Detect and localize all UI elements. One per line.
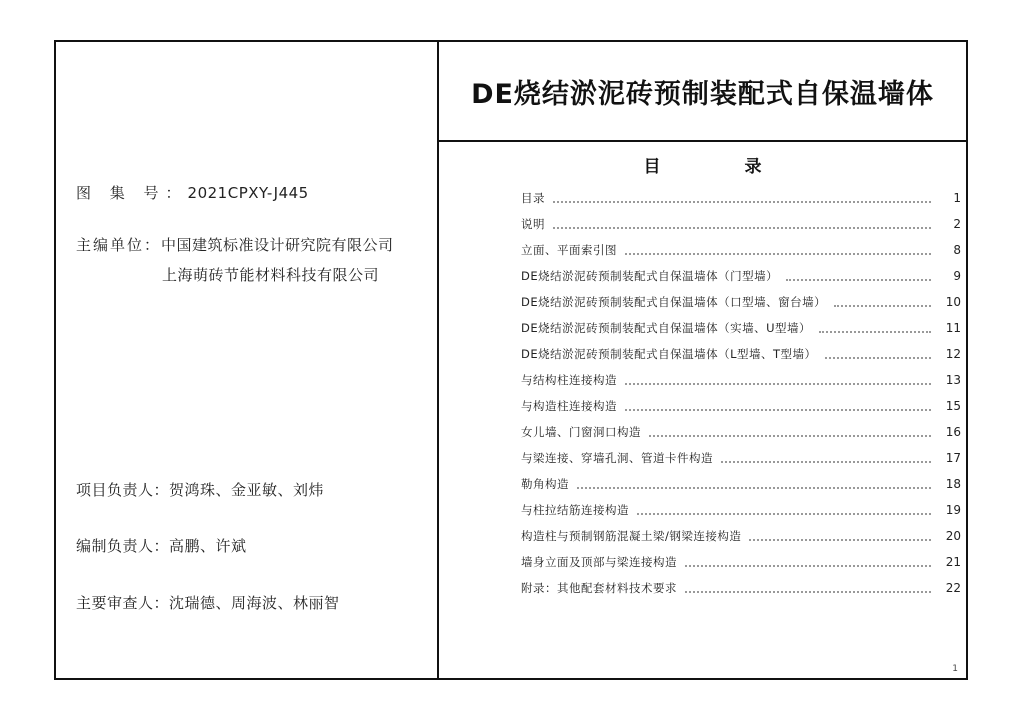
toc-dot-leader [685, 563, 931, 567]
toc-entry-page: 8 [953, 243, 961, 257]
toc-entry[interactable] [521, 445, 961, 471]
chief-editor-line [76, 234, 394, 255]
toc-dot-leader [577, 485, 931, 489]
toc-entry-title: 女儿墙、门窗洞口构造 [521, 425, 641, 439]
toc-entry-title: 附录：其他配套材料技术要求 [521, 581, 677, 595]
compile-lead-value: 高鹏、许斌 [169, 537, 247, 555]
toc-heading: 目录 [643, 157, 846, 177]
project-lead-line [76, 479, 324, 500]
chief-editor-org2: 上海萌砖节能材料科技有限公司 [162, 266, 380, 284]
toc-dot-leader [819, 329, 931, 333]
project-lead-value: 贺鸿珠、金亚敏、刘炜 [169, 481, 325, 499]
toc-entry-page: 9 [953, 269, 961, 283]
toc-entry[interactable] [521, 185, 961, 211]
toc-entry[interactable] [521, 549, 961, 575]
toc-dot-leader [553, 225, 931, 229]
toc-entry-page: 22 [945, 581, 961, 595]
chief-editor-org1: 中国建筑标准设计研究院有限公司 [161, 236, 394, 254]
toc-entry-title: 目录 [521, 191, 545, 205]
toc-entry-title: DE烧结淤泥砖预制装配式自保温墙体（门型墙） [521, 269, 779, 283]
toc-entry[interactable] [521, 471, 961, 497]
chief-reviewer-value: 沈瑞德、周海波、林丽智 [169, 594, 340, 612]
chief-reviewer-label: 主要审查人： [76, 594, 170, 612]
toc-entry[interactable] [521, 315, 961, 341]
chief-editor-org2-line [162, 264, 379, 285]
toc-dot-leader [637, 511, 931, 515]
chief-editor-label: 主编单位： [76, 236, 162, 254]
toc-entry-title: 立面、平面索引图 [521, 243, 617, 257]
toc-entry-page: 10 [945, 295, 961, 309]
toc-entry-title: 墙身立面及顶部与梁连接构造 [521, 555, 677, 569]
toc-entry-page: 2 [953, 217, 961, 231]
atlas-number-label: 图 集 号： [76, 184, 188, 202]
toc-entry-title: 与柱拉结筋连接构造 [521, 503, 629, 517]
toc-entry-page: 1 [953, 191, 961, 205]
toc-dot-leader [625, 251, 931, 255]
toc-dot-leader [834, 303, 931, 307]
toc-list [521, 185, 961, 601]
toc-entry-page: 20 [945, 529, 961, 543]
toc-entry-page: 18 [945, 477, 961, 491]
toc-entry-page: 16 [945, 425, 961, 439]
toc-entry[interactable] [521, 419, 961, 445]
toc-entry[interactable] [521, 263, 961, 289]
toc-dot-leader [625, 407, 931, 411]
project-lead-label: 项目负责人： [76, 481, 170, 499]
atlas-number-line [76, 182, 309, 203]
chief-reviewer-line [76, 592, 340, 613]
toc-dot-leader [649, 433, 931, 437]
toc-entry-page: 12 [945, 347, 961, 361]
toc-entry[interactable] [521, 341, 961, 367]
toc-entry-title: 与构造柱连接构造 [521, 399, 617, 413]
compile-lead-line [76, 535, 247, 556]
toc-entry-title: 与梁连接、穿墙孔洞、管道卡件构造 [521, 451, 713, 465]
document-title: DE烧结淤泥砖预制装配式自保温墙体 [471, 78, 934, 110]
toc-entry[interactable] [521, 289, 961, 315]
toc-panel [439, 42, 966, 678]
toc-entry[interactable] [521, 237, 961, 263]
toc-dot-leader [749, 537, 931, 541]
toc-entry-title: 勒角构造 [521, 477, 569, 491]
toc-entry-page: 13 [945, 373, 961, 387]
document-frame [54, 40, 968, 680]
toc-dot-leader [625, 381, 931, 385]
toc-entry[interactable] [521, 523, 961, 549]
toc-dot-leader [825, 355, 931, 359]
toc-entry[interactable] [521, 575, 961, 601]
toc-entry-page: 19 [945, 503, 961, 517]
toc-entry[interactable] [521, 497, 961, 523]
toc-entry[interactable] [521, 393, 961, 419]
toc-entry-title: 构造柱与预制钢筋混凝土梁/钢梁连接构造 [521, 529, 742, 543]
toc-dot-leader [553, 199, 931, 203]
toc-entry-page: 17 [945, 451, 961, 465]
page-number: 1 [952, 664, 958, 674]
toc-entry-title: 与结构柱连接构造 [521, 373, 617, 387]
toc-entry-title: 说明 [521, 217, 545, 231]
toc-entry-title: DE烧结淤泥砖预制装配式自保温墙体（口型墙、窗台墙） [521, 295, 827, 309]
toc-entry-page: 15 [945, 399, 961, 413]
toc-entry-page: 11 [945, 321, 961, 335]
toc-entry-page: 21 [945, 555, 961, 569]
title-cell [439, 42, 966, 142]
compile-lead-label: 编制负责人： [76, 537, 170, 555]
cover-info-panel [56, 42, 439, 678]
toc-dot-leader [685, 589, 931, 593]
toc-entry-title: DE烧结淤泥砖预制装配式自保温墙体（L型墙、T型墙） [521, 347, 817, 361]
atlas-number-value: 2021CPXY-J445 [187, 184, 309, 202]
toc-entry[interactable] [521, 211, 961, 237]
toc-dot-leader [786, 277, 931, 281]
toc-entry[interactable] [521, 367, 961, 393]
toc-entry-title: DE烧结淤泥砖预制装配式自保温墙体（实墙、U型墙） [521, 321, 812, 335]
toc-dot-leader [721, 459, 931, 463]
